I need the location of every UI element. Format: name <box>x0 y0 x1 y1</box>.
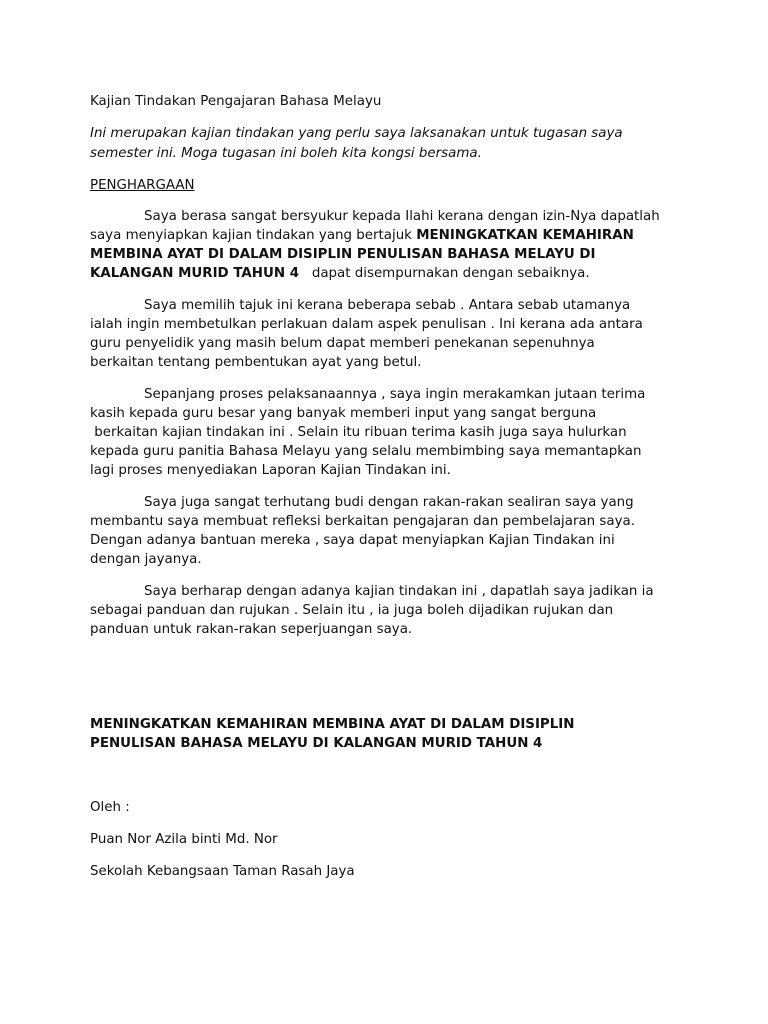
paragraph-line: Saya juga sangat terhutang budi dengan rakan-rakan sealiran saya yang <box>144 495 634 510</box>
paragraph-line: guru penyelidik yang masih belum dapat memberi penekanan sepenuhnya <box>90 336 595 351</box>
paragraph-bold-text: MENINGKATKAN KEMAHIRAN <box>416 228 634 243</box>
section-heading: PENGHARGAAN <box>90 178 195 193</box>
report-title-line: PENULISAN BAHASA MELAYU DI KALANGAN MURID TAHUN 4 <box>90 736 543 751</box>
by-label: Oleh : <box>90 800 130 815</box>
paragraph-line <box>90 226 634 245</box>
paragraph-line: Saya berasa sangat bersyukur kepada Ilahi kerana dengan izin-Nya dapatlah <box>144 209 660 224</box>
paragraph-line: berkaitan kajian tindakan ini . Selain itu ribuan terima kasih juga saya hulurkan <box>90 425 627 440</box>
paragraph-line: Saya berharap dengan adanya kajian tindakan ini , dapatlah saya jadikan ia <box>144 584 654 599</box>
document-title: Kajian Tindakan Pengajaran Bahasa Melayu <box>90 94 382 109</box>
paragraph-text: dapat disempurnakan dengan sebaiknya. <box>299 266 590 281</box>
intro-line: Ini merupakan kajian tindakan yang perlu saya laksanakan untuk tugasan saya <box>90 126 623 141</box>
paragraph-line: panduan untuk rakan-rakan seperjuangan saya. <box>90 622 413 637</box>
paragraph-line: MEMBINA AYAT DI DALAM DISIPLIN PENULISAN BAHASA MELAYU DI <box>90 247 596 262</box>
paragraph-line: Sepanjang proses pelaksanaannya , saya ingin merakamkan jutaan terima <box>144 387 646 402</box>
paragraph-line: lagi proses menyediakan Laporan Kajian Tindakan ini. <box>90 463 451 478</box>
paragraph-line: dengan jayanya. <box>90 552 202 567</box>
paragraph-line: Dengan adanya bantuan mereka , saya dapat menyiapkan Kajian Tindakan ini <box>90 533 615 548</box>
paragraph-line: Saya memilih tajuk ini kerana beberapa sebab . Antara sebab utamanya <box>144 298 631 313</box>
intro-line: semester ini. Moga tugasan ini boleh kita kongsi bersama. <box>90 146 482 161</box>
paragraph-line: ialah ingin membetulkan perlakuan dalam aspek penulisan . Ini kerana ada antara <box>90 317 643 332</box>
school-name: Sekolah Kebangsaan Taman Rasah Jaya <box>90 864 355 879</box>
paragraph-line: kepada guru panitia Bahasa Melayu yang selalu membimbing saya memantapkan <box>90 444 642 459</box>
paragraph-bold-text: KALANGAN MURID TAHUN 4 <box>90 266 300 281</box>
paragraph-line: berkaitan tentang pembentukan ayat yang betul. <box>90 355 422 370</box>
report-title-line: MENINGKATKAN KEMAHIRAN MEMBINA AYAT DI DALAM DISIPLIN <box>90 717 575 732</box>
paragraph-line: membantu saya membuat refleksi berkaitan pengajaran dan pembelajaran saya. <box>90 514 635 529</box>
paragraph-line: kasih kepada guru besar yang banyak memberi input yang sangat berguna <box>90 406 597 421</box>
paragraph-line: sebagai panduan dan rujukan . Selain itu , ia juga boleh dijadikan rujukan dan <box>90 603 614 618</box>
paragraph-text: saya menyiapkan kajian tindakan yang bertajuk <box>90 228 417 243</box>
author-name: Puan Nor Azila binti Md. Nor <box>90 832 278 847</box>
document-page <box>90 0 680 1024</box>
paragraph-line <box>90 264 590 283</box>
